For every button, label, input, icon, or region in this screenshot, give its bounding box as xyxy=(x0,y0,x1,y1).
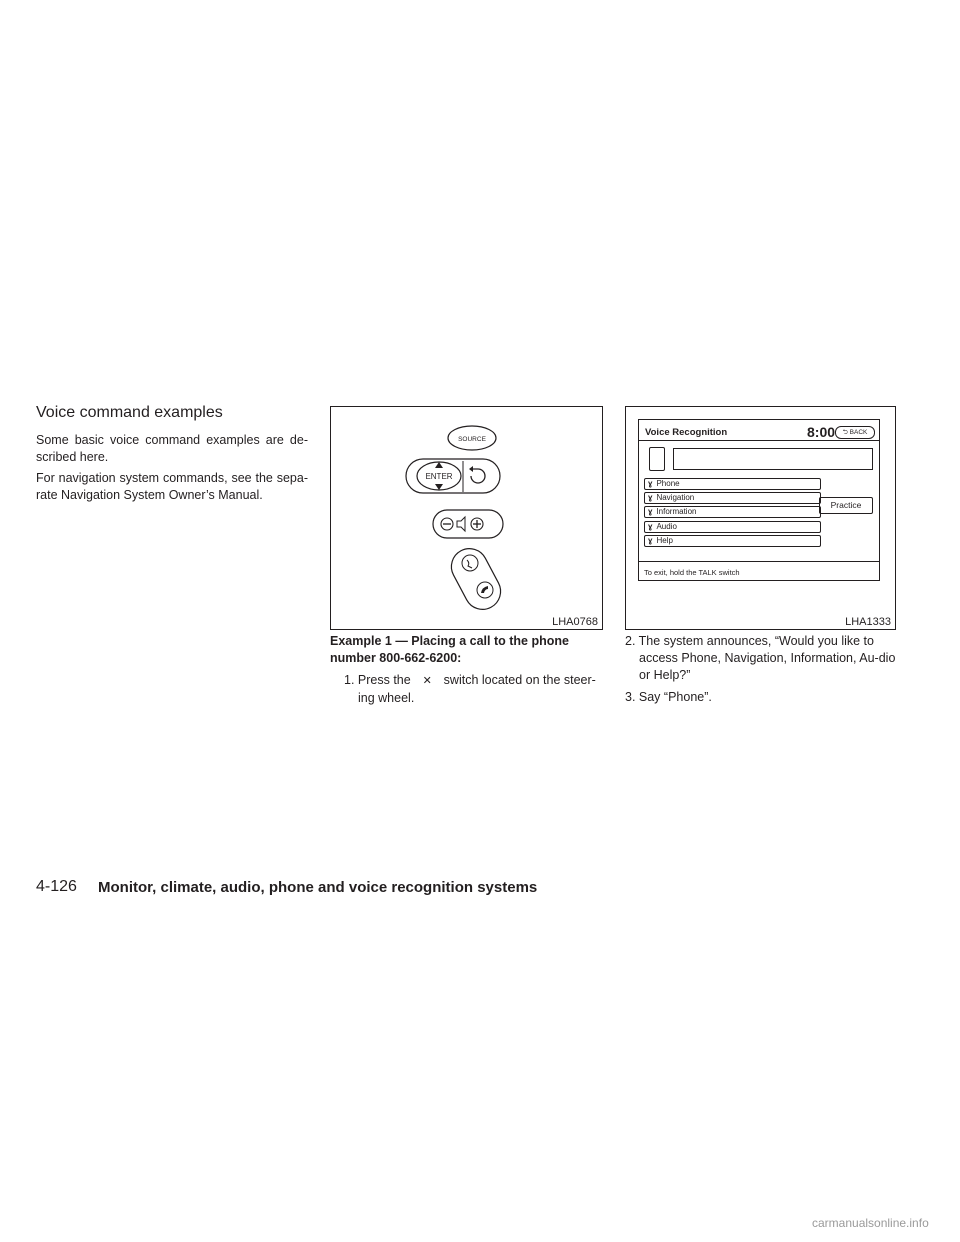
voice-icon: ɣ xyxy=(648,479,653,488)
talk-switch-icon: ✕ xyxy=(422,675,432,687)
intro-paragraph: Some basic voice command examples are de-scribed here. xyxy=(36,433,308,464)
menu-item-help[interactable]: ɣ Help xyxy=(644,535,821,547)
page-number: 4-126 xyxy=(36,878,77,895)
footer-divider xyxy=(639,561,879,562)
screen-title: Voice Recognition xyxy=(645,427,728,438)
source-label: SOURCE xyxy=(458,436,486,443)
step-3: 3. Say “Phone”. xyxy=(625,690,712,704)
voice-face-icon xyxy=(649,447,665,471)
step-1-continuation: ing wheel. xyxy=(358,691,415,705)
menu-item-information[interactable]: ɣ Information xyxy=(644,506,821,518)
voice-icon: ɣ xyxy=(648,536,653,545)
clock-time: 8:00 xyxy=(807,424,836,440)
voice-icon: ɣ xyxy=(648,522,653,531)
step-1-prefix: 1. Press the xyxy=(344,673,411,687)
back-button[interactable] xyxy=(835,426,875,439)
figure-id-left: LHA0768 xyxy=(552,616,598,628)
voice-recognition-screen xyxy=(638,419,880,581)
chapter-title: Monitor, climate, audio, phone and voice recognition systems xyxy=(98,879,538,896)
step-1-suffix: switch located on the steer- xyxy=(443,673,596,687)
step-2: 2. The system announces, “Would you like to access Phone, Navigation, Information, Au-dio or Help?” xyxy=(625,634,896,682)
recognition-text-box xyxy=(673,448,873,470)
section-title: Voice command examples xyxy=(36,404,223,421)
practice-button[interactable]: Practice xyxy=(819,497,873,514)
back-label: BACK xyxy=(849,429,868,436)
enter-label: ENTER xyxy=(425,472,453,481)
menu-item-audio[interactable]: ɣ Audio xyxy=(644,521,821,533)
menu-item-navigation[interactable]: ɣ Navigation xyxy=(644,492,821,504)
header-divider xyxy=(639,440,879,441)
step-1 xyxy=(344,672,602,707)
figure-id-right: LHA1333 xyxy=(845,616,891,628)
voice-icon: ɣ xyxy=(648,507,653,516)
watermark-text: carmanualsonline.info xyxy=(812,1216,929,1230)
menu-item-phone[interactable]: ɣ Phone xyxy=(644,478,821,490)
exit-instruction: To exit, hold the TALK switch xyxy=(644,568,740,577)
steering-switch-illustration xyxy=(331,407,602,629)
talk-phone-pod xyxy=(445,542,507,615)
talk-button-shape xyxy=(462,555,478,571)
navigation-note-paragraph: For navigation system commands, see the sepa-rate Navigation System Owner’s Manual. xyxy=(36,471,308,502)
voice-icon: ɣ xyxy=(648,493,653,502)
back-icon: ⮌ xyxy=(842,429,848,436)
steering-switch-figure xyxy=(330,406,603,630)
example-heading: Example 1 — Placing a call to the phone number 800-662-6200: xyxy=(330,634,569,665)
